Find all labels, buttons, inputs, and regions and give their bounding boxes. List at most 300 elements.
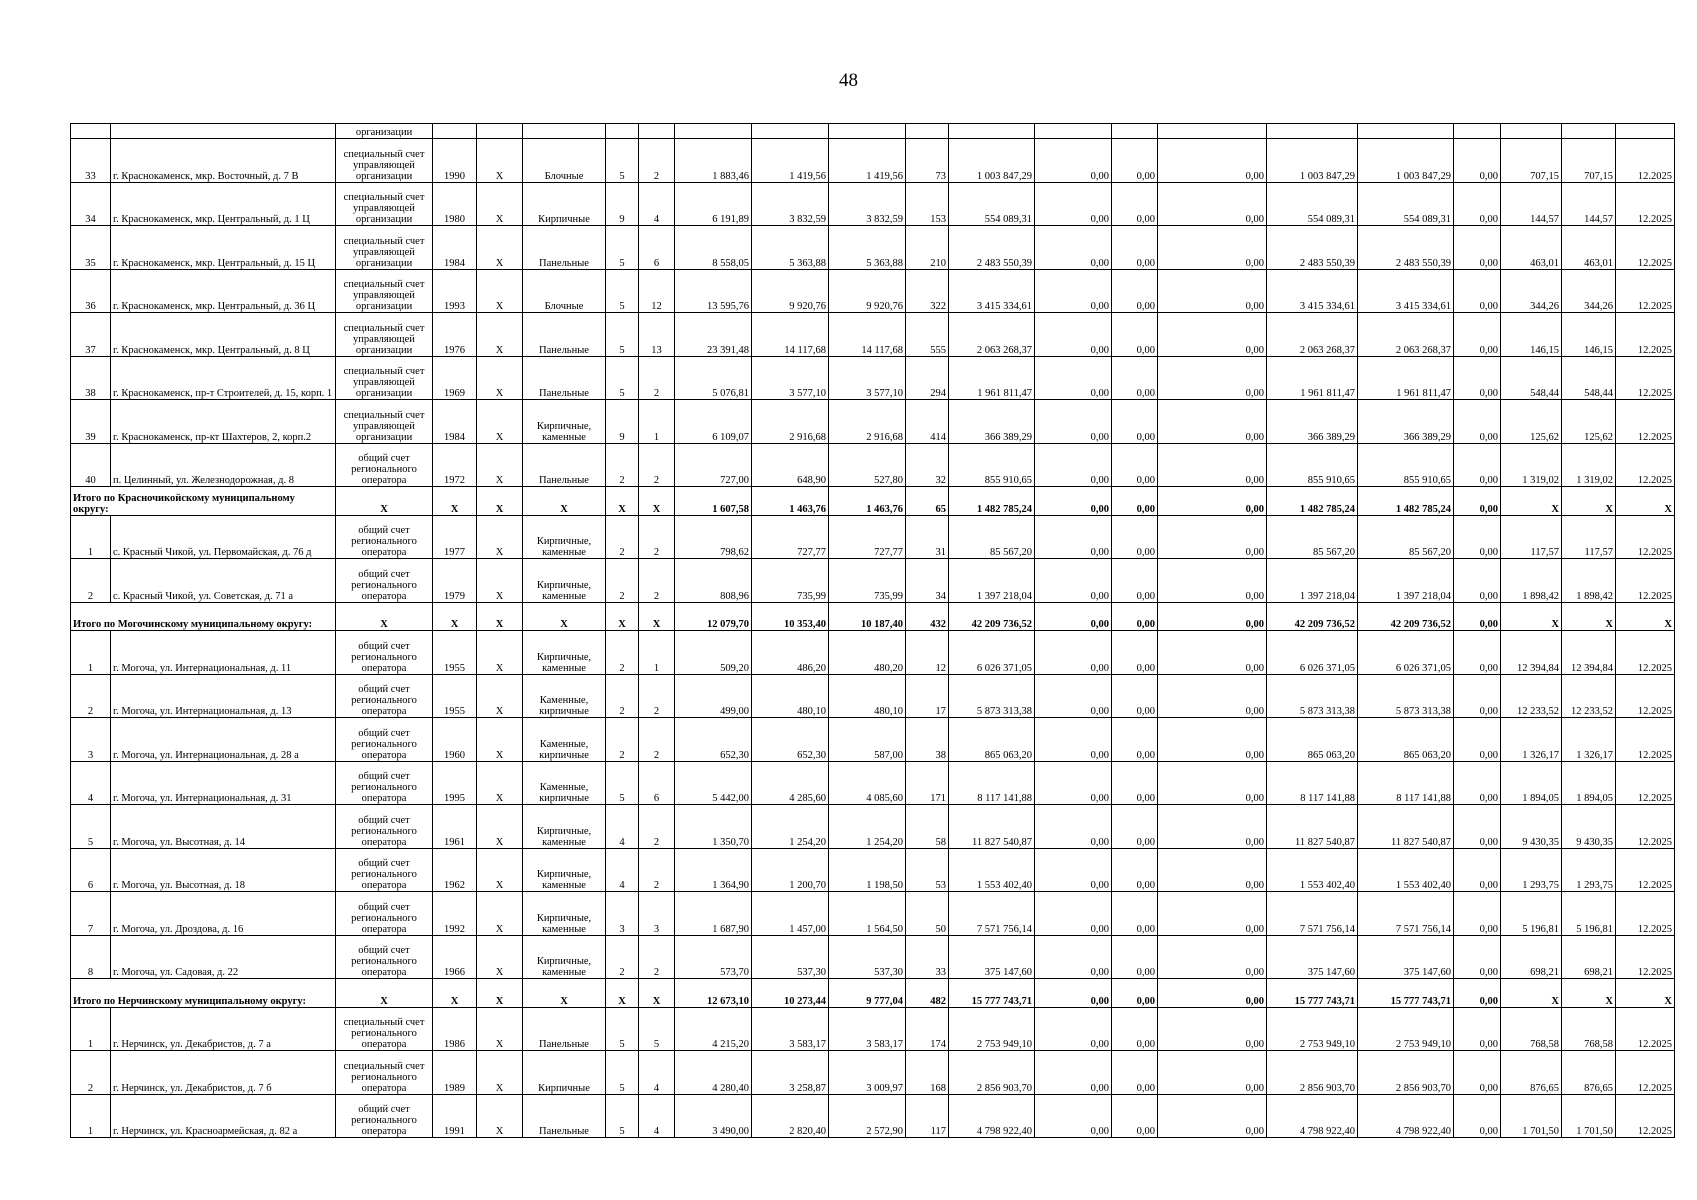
- floors: 5: [606, 1051, 639, 1095]
- total-area: 1 687,90: [675, 892, 752, 936]
- repair-cost: 2 063 268,37: [949, 313, 1035, 357]
- owned-area: 4 085,60: [829, 761, 906, 805]
- year-built: 1992: [433, 892, 477, 936]
- row-number: 35: [71, 226, 111, 270]
- total-area: 1 350,70: [675, 805, 752, 849]
- row-number: 39: [71, 400, 111, 444]
- account-type: специальный счет управляющей организации: [336, 313, 433, 357]
- residents: 34: [906, 559, 949, 603]
- floors: Х: [606, 487, 639, 516]
- repair-cost: 42 209 736,52: [949, 602, 1035, 631]
- floors: 2: [606, 718, 639, 762]
- fund-other: 0,00: [1454, 892, 1501, 936]
- living-area: 10 273,44: [752, 979, 829, 1008]
- address: г. Нерчинск, ул. Декабристов, д. 7 а: [111, 1007, 336, 1051]
- living-area: 537,30: [752, 935, 829, 979]
- completion-date: 12.2025: [1616, 631, 1675, 675]
- fund-owners-total: 366 389,29: [1358, 400, 1454, 444]
- account-type: специальный счет управляющей организации: [336, 182, 433, 226]
- floors: 2: [606, 631, 639, 675]
- fund-other: 0,00: [1454, 1094, 1501, 1138]
- floors: 4: [606, 848, 639, 892]
- mark-x: Х: [477, 559, 523, 603]
- fund-regional: 0,00: [1112, 400, 1158, 444]
- entrances: 4: [639, 182, 675, 226]
- mark-x: Х: [477, 602, 523, 631]
- fund-regional: 0,00: [1112, 269, 1158, 313]
- row-number: 2: [71, 1051, 111, 1095]
- address: г. Краснокаменск, пр-т Строителей, д. 15, корп. 1: [111, 356, 336, 400]
- floors: 2: [606, 674, 639, 718]
- living-area: 1 254,20: [752, 805, 829, 849]
- wall-material: Панельные: [523, 356, 606, 400]
- table-row: [71, 674, 1675, 718]
- fund-regional: 0,00: [1112, 226, 1158, 270]
- floors: 2: [606, 559, 639, 603]
- fund-owners-total: 1 553 402,40: [1358, 848, 1454, 892]
- owned-area: 10 187,40: [829, 602, 906, 631]
- address: г. Могоча, ул. Интернациональная, д. 11: [111, 631, 336, 675]
- wall-material: Кирпичные: [523, 182, 606, 226]
- row-number: 5: [71, 805, 111, 849]
- fund-local: 0,00: [1158, 313, 1267, 357]
- repair-cost: 8 117 141,88: [949, 761, 1035, 805]
- row-number: 34: [71, 182, 111, 226]
- fund-federal: 0,00: [1035, 718, 1112, 762]
- fund-owners-total: 1 397 218,04: [1358, 559, 1454, 603]
- unit-cost-limit: 117,57: [1562, 515, 1616, 559]
- repair-cost: 865 063,20: [949, 718, 1035, 762]
- table-row: [71, 1007, 1675, 1051]
- unit-cost: Х: [1501, 602, 1562, 631]
- living-area: 1 463,76: [752, 487, 829, 516]
- mark-x: Х: [477, 631, 523, 675]
- fund-owners: 5 873 313,38: [1267, 674, 1358, 718]
- year-built: Х: [433, 979, 477, 1008]
- owned-area: 9 920,76: [829, 269, 906, 313]
- address: г. Краснокаменск, мкр. Центральный, д. 36 Ц: [111, 269, 336, 313]
- year-built: 1962: [433, 848, 477, 892]
- fund-local: 0,00: [1158, 979, 1267, 1008]
- fund-local: 0,00: [1158, 761, 1267, 805]
- living-area: 648,90: [752, 443, 829, 487]
- year-built: 1993: [433, 269, 477, 313]
- fund-regional: 0,00: [1112, 674, 1158, 718]
- year-built: 1977: [433, 515, 477, 559]
- address: г. Могоча, ул. Садовая, д. 22: [111, 935, 336, 979]
- address: г. Краснокаменск, мкр. Центральный, д. 1 Ц: [111, 182, 336, 226]
- floors: 2: [606, 515, 639, 559]
- residents: 174: [906, 1007, 949, 1051]
- page-number: 48: [839, 70, 858, 91]
- fund-federal: 0,00: [1035, 400, 1112, 444]
- repair-cost: 2 483 550,39: [949, 226, 1035, 270]
- unit-cost-limit: 707,15: [1562, 139, 1616, 183]
- wall-material: Каменные, кирпичные: [523, 761, 606, 805]
- account-type: специальный счет регионального оператора: [336, 1007, 433, 1051]
- fund-federal: 0,00: [1035, 559, 1112, 603]
- living-area: 486,20: [752, 631, 829, 675]
- buildings-table: [70, 123, 1675, 1138]
- wall-material: Кирпичные, каменные: [523, 848, 606, 892]
- completion-date: 12.2025: [1616, 182, 1675, 226]
- fund-owners-total: 5 873 313,38: [1358, 674, 1454, 718]
- owned-area: 537,30: [829, 935, 906, 979]
- fund-regional: 0,00: [1112, 182, 1158, 226]
- fund-owners: 1 961 811,47: [1267, 356, 1358, 400]
- table-row: [71, 805, 1675, 849]
- table-row: [71, 718, 1675, 762]
- table-row: [71, 631, 1675, 675]
- completion-date: 12.2025: [1616, 139, 1675, 183]
- fund-other: 0,00: [1454, 805, 1501, 849]
- account-type: общий счет регионального оператора: [336, 443, 433, 487]
- fund-owners-total: 2 856 903,70: [1358, 1051, 1454, 1095]
- fund-regional: 0,00: [1112, 1007, 1158, 1051]
- unit-cost-limit: Х: [1562, 979, 1616, 1008]
- entrances: 13: [639, 313, 675, 357]
- fund-federal: 0,00: [1035, 1007, 1112, 1051]
- fund-owners-total: 865 063,20: [1358, 718, 1454, 762]
- entrances: 2: [639, 718, 675, 762]
- owned-area: 3 577,10: [829, 356, 906, 400]
- year-built: Х: [433, 487, 477, 516]
- fund-owners: 865 063,20: [1267, 718, 1358, 762]
- residents: 210: [906, 226, 949, 270]
- living-area: 2 820,40: [752, 1094, 829, 1138]
- unit-cost-limit: 876,65: [1562, 1051, 1616, 1095]
- total-area: 1 607,58: [675, 487, 752, 516]
- year-built: 1995: [433, 761, 477, 805]
- account-type: общий счет регионального оператора: [336, 1094, 433, 1138]
- unit-cost: 344,26: [1501, 269, 1562, 313]
- row-number: 7: [71, 892, 111, 936]
- owned-area: 1 564,50: [829, 892, 906, 936]
- entrances: 1: [639, 400, 675, 444]
- total-area: 6 191,89: [675, 182, 752, 226]
- fund-other: 0,00: [1454, 400, 1501, 444]
- residents: 12: [906, 631, 949, 675]
- account-type: специальный счет регионального оператора: [336, 1051, 433, 1095]
- row-number: 40: [71, 443, 111, 487]
- completion-date: 12.2025: [1616, 1094, 1675, 1138]
- row-number: 4: [71, 761, 111, 805]
- repair-cost: 1 553 402,40: [949, 848, 1035, 892]
- unit-cost: 698,21: [1501, 935, 1562, 979]
- fund-other: 0,00: [1454, 848, 1501, 892]
- unit-cost-limit: 125,62: [1562, 400, 1616, 444]
- fund-regional: 0,00: [1112, 602, 1158, 631]
- residents: 73: [906, 139, 949, 183]
- fund-other: 0,00: [1454, 515, 1501, 559]
- fund-other: 0,00: [1454, 761, 1501, 805]
- total-area: 798,62: [675, 515, 752, 559]
- living-area: 3 832,59: [752, 182, 829, 226]
- entrances: 3: [639, 892, 675, 936]
- year-built: 1989: [433, 1051, 477, 1095]
- table-row: [71, 356, 1675, 400]
- entrances: Х: [639, 602, 675, 631]
- fund-owners-total: 15 777 743,71: [1358, 979, 1454, 1008]
- completion-date: 12.2025: [1616, 718, 1675, 762]
- table-row: [71, 559, 1675, 603]
- unit-cost-limit: 144,57: [1562, 182, 1616, 226]
- address: г. Могоча, ул. Интернациональная, д. 13: [111, 674, 336, 718]
- living-area: 727,77: [752, 515, 829, 559]
- fund-local: 0,00: [1158, 226, 1267, 270]
- residents: 17: [906, 674, 949, 718]
- floors: 9: [606, 400, 639, 444]
- entrances: 5: [639, 1007, 675, 1051]
- fund-federal: 0,00: [1035, 1094, 1112, 1138]
- unit-cost-limit: 1 319,02: [1562, 443, 1616, 487]
- fund-federal: 0,00: [1035, 515, 1112, 559]
- table-row: [71, 761, 1675, 805]
- unit-cost-limit: 463,01: [1562, 226, 1616, 270]
- repair-cost: 855 910,65: [949, 443, 1035, 487]
- fund-federal: 0,00: [1035, 356, 1112, 400]
- unit-cost: 548,44: [1501, 356, 1562, 400]
- wall-material: Блочные: [523, 269, 606, 313]
- residents: 65: [906, 487, 949, 516]
- row-number: 2: [71, 674, 111, 718]
- floors: 9: [606, 182, 639, 226]
- fund-local: 0,00: [1158, 400, 1267, 444]
- account-type: специальный счет управляющей организации: [336, 400, 433, 444]
- total-area: 3 490,00: [675, 1094, 752, 1138]
- unit-cost: 1 326,17: [1501, 718, 1562, 762]
- table-row: [71, 1051, 1675, 1095]
- fund-owners-total: 4 798 922,40: [1358, 1094, 1454, 1138]
- entrances: 2: [639, 139, 675, 183]
- fund-other: 0,00: [1454, 602, 1501, 631]
- fund-owners: 2 856 903,70: [1267, 1051, 1358, 1095]
- subtotal-row: [71, 602, 1675, 631]
- fund-regional: 0,00: [1112, 1094, 1158, 1138]
- wall-material: Кирпичные: [523, 1051, 606, 1095]
- fund-owners: 2 063 268,37: [1267, 313, 1358, 357]
- mark-x: Х: [477, 848, 523, 892]
- address: г. Краснокаменск, мкр. Восточный, д. 7 В: [111, 139, 336, 183]
- fund-federal: 0,00: [1035, 269, 1112, 313]
- subtotal-label: Итого по Нерчинскому муниципальному округу:: [71, 979, 336, 1008]
- fund-owners-total: 8 117 141,88: [1358, 761, 1454, 805]
- mark-x: Х: [477, 674, 523, 718]
- repair-cost: 11 827 540,87: [949, 805, 1035, 849]
- fund-local: 0,00: [1158, 1007, 1267, 1051]
- fund-owners-total: 7 571 756,14: [1358, 892, 1454, 936]
- residents: 555: [906, 313, 949, 357]
- mark-x: Х: [477, 487, 523, 516]
- account-type: общий счет регионального оператора: [336, 631, 433, 675]
- total-area: 1 883,46: [675, 139, 752, 183]
- fund-regional: 0,00: [1112, 139, 1158, 183]
- table-row: [71, 226, 1675, 270]
- fund-federal: 0,00: [1035, 487, 1112, 516]
- mark-x: Х: [477, 139, 523, 183]
- fund-regional: 0,00: [1112, 487, 1158, 516]
- fund-regional: 0,00: [1112, 443, 1158, 487]
- living-area: 10 353,40: [752, 602, 829, 631]
- living-area: 1 200,70: [752, 848, 829, 892]
- year-built: 1972: [433, 443, 477, 487]
- mark-x: Х: [477, 1051, 523, 1095]
- unit-cost: 125,62: [1501, 400, 1562, 444]
- unit-cost-limit: 12 233,52: [1562, 674, 1616, 718]
- residents: 153: [906, 182, 949, 226]
- wall-material: Х: [523, 979, 606, 1008]
- residents: 31: [906, 515, 949, 559]
- residents: 414: [906, 400, 949, 444]
- wall-material: Каменные, кирпичные: [523, 718, 606, 762]
- fund-local: 0,00: [1158, 515, 1267, 559]
- mark-x: Х: [477, 761, 523, 805]
- repair-cost: 2 856 903,70: [949, 1051, 1035, 1095]
- completion-date: 12.2025: [1616, 269, 1675, 313]
- completion-date: 12.2025: [1616, 313, 1675, 357]
- total-area: 6 109,07: [675, 400, 752, 444]
- mark-x: Х: [477, 515, 523, 559]
- row-number: 33: [71, 139, 111, 183]
- fund-other: 0,00: [1454, 226, 1501, 270]
- wall-material: Кирпичные, каменные: [523, 515, 606, 559]
- owned-area: 587,00: [829, 718, 906, 762]
- fund-owners: 1 003 847,29: [1267, 139, 1358, 183]
- subtotal-label: Итого по Красночикойскому муниципальному округу:: [71, 487, 336, 516]
- residents: 32: [906, 443, 949, 487]
- fund-other: 0,00: [1454, 139, 1501, 183]
- year-built: 1976: [433, 313, 477, 357]
- mark-x: Х: [477, 356, 523, 400]
- living-area: 14 117,68: [752, 313, 829, 357]
- row-number: 1: [71, 1094, 111, 1138]
- unit-cost: 12 233,52: [1501, 674, 1562, 718]
- wall-material: Х: [523, 487, 606, 516]
- account-type: общий счет регионального оператора: [336, 935, 433, 979]
- row-number: 8: [71, 935, 111, 979]
- floors: 5: [606, 761, 639, 805]
- mark-x: Х: [477, 400, 523, 444]
- fund-other: 0,00: [1454, 487, 1501, 516]
- year-built: 1960: [433, 718, 477, 762]
- wall-material: Блочные: [523, 139, 606, 183]
- row-number: 2: [71, 559, 111, 603]
- floors: 3: [606, 892, 639, 936]
- fund-regional: 0,00: [1112, 631, 1158, 675]
- fund-federal: 0,00: [1035, 602, 1112, 631]
- wall-material: Кирпичные, каменные: [523, 400, 606, 444]
- mark-x: Х: [477, 182, 523, 226]
- fund-federal: 0,00: [1035, 979, 1112, 1008]
- repair-cost: 1 397 218,04: [949, 559, 1035, 603]
- total-area: 5 076,81: [675, 356, 752, 400]
- total-area: 509,20: [675, 631, 752, 675]
- fund-regional: 0,00: [1112, 718, 1158, 762]
- entrances: 2: [639, 674, 675, 718]
- row-number: 3: [71, 718, 111, 762]
- repair-cost: 1 003 847,29: [949, 139, 1035, 183]
- account-type: Х: [336, 979, 433, 1008]
- fund-owners-total: 1 003 847,29: [1358, 139, 1454, 183]
- repair-cost: 3 415 334,61: [949, 269, 1035, 313]
- wall-material: Кирпичные, каменные: [523, 935, 606, 979]
- unit-cost: 707,15: [1501, 139, 1562, 183]
- residents: 38: [906, 718, 949, 762]
- table-row: [71, 182, 1675, 226]
- fund-owners-total: 1 961 811,47: [1358, 356, 1454, 400]
- completion-date: 12.2025: [1616, 1007, 1675, 1051]
- fund-other: 0,00: [1454, 979, 1501, 1008]
- floors: Х: [606, 979, 639, 1008]
- address: г. Могоча, ул. Интернациональная, д. 31: [111, 761, 336, 805]
- unit-cost: 146,15: [1501, 313, 1562, 357]
- mark-x: Х: [477, 892, 523, 936]
- residents: 33: [906, 935, 949, 979]
- fund-owners: 11 827 540,87: [1267, 805, 1358, 849]
- table-row-continued: [71, 124, 1675, 139]
- unit-cost: 117,57: [1501, 515, 1562, 559]
- fund-owners: 375 147,60: [1267, 935, 1358, 979]
- completion-date: 12.2025: [1616, 400, 1675, 444]
- unit-cost: 1 894,05: [1501, 761, 1562, 805]
- residents: 432: [906, 602, 949, 631]
- entrances: 6: [639, 226, 675, 270]
- living-area: 652,30: [752, 718, 829, 762]
- entrances: 2: [639, 935, 675, 979]
- fund-regional: 0,00: [1112, 935, 1158, 979]
- fund-owners: 15 777 743,71: [1267, 979, 1358, 1008]
- fund-local: 0,00: [1158, 269, 1267, 313]
- owned-area: 1 419,56: [829, 139, 906, 183]
- wall-material: Панельные: [523, 313, 606, 357]
- year-built: 1969: [433, 356, 477, 400]
- address: г. Могоча, ул. Высотная, д. 18: [111, 848, 336, 892]
- unit-cost-limit: 768,58: [1562, 1007, 1616, 1051]
- fund-local: 0,00: [1158, 182, 1267, 226]
- unit-cost: 768,58: [1501, 1007, 1562, 1051]
- owned-area: 14 117,68: [829, 313, 906, 357]
- table-row: [71, 1094, 1675, 1138]
- year-built: 1980: [433, 182, 477, 226]
- completion-date: 12.2025: [1616, 848, 1675, 892]
- address: с. Красный Чикой, ул. Первомайская, д. 76 д: [111, 515, 336, 559]
- entrances: 2: [639, 356, 675, 400]
- wall-material: Кирпичные, каменные: [523, 559, 606, 603]
- wall-material: Панельные: [523, 226, 606, 270]
- unit-cost: 1 701,50: [1501, 1094, 1562, 1138]
- entrances: 4: [639, 1051, 675, 1095]
- completion-date: 12.2025: [1616, 892, 1675, 936]
- completion-date: 12.2025: [1616, 559, 1675, 603]
- fund-owners: 2 483 550,39: [1267, 226, 1358, 270]
- table-row: [71, 848, 1675, 892]
- fund-owners: 85 567,20: [1267, 515, 1358, 559]
- fund-local: 0,00: [1158, 631, 1267, 675]
- address: г. Нерчинск, ул. Красноармейская, д. 82 а: [111, 1094, 336, 1138]
- fund-owners: 554 089,31: [1267, 182, 1358, 226]
- mark-x: Х: [477, 805, 523, 849]
- fund-federal: 0,00: [1035, 761, 1112, 805]
- repair-cost: 15 777 743,71: [949, 979, 1035, 1008]
- completion-date: Х: [1616, 487, 1675, 516]
- fund-owners-total: 375 147,60: [1358, 935, 1454, 979]
- unit-cost-limit: 9 430,35: [1562, 805, 1616, 849]
- fund-federal: 0,00: [1035, 139, 1112, 183]
- account-type: общий счет регионального оператора: [336, 892, 433, 936]
- living-area: 9 920,76: [752, 269, 829, 313]
- total-area: 573,70: [675, 935, 752, 979]
- total-area: 23 391,48: [675, 313, 752, 357]
